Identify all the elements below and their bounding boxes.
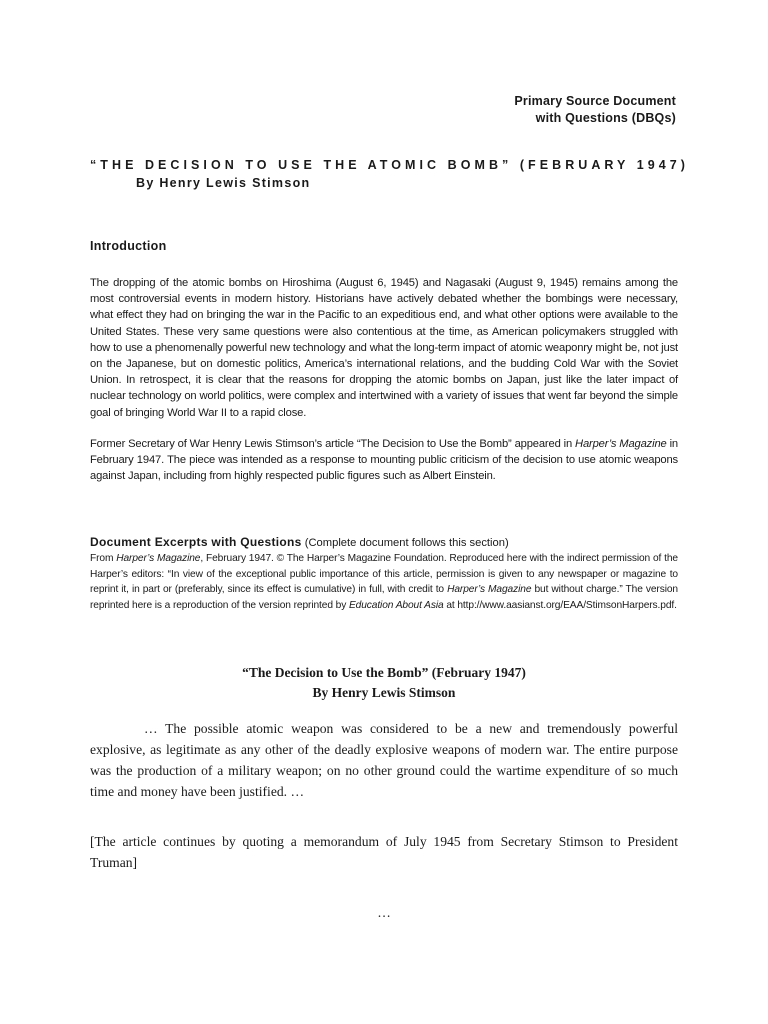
excerpts-heading <box>90 534 678 551</box>
permission-notice <box>90 551 678 613</box>
magazine-title: Harper’s Magazine <box>116 553 201 564</box>
paragraph-text: Former Secretary of War Henry Lewis Stimson’s article “The Decision to Use the Bomb” appeared in <box>90 438 576 450</box>
excerpts-section <box>90 534 678 613</box>
introduction-paragraph-1: The dropping of the atomic bombs on Hiroshima (August 6, 1945) and Nagasaki (August 9, 1945) remains among the most controversial events in modern history. Historians have actively debated whether the bombings were necessary, what effect they had on bringing the war in the Pacific to an expeditious end, and what other options were available to the United States. These very same questions were also contentious at the time, as American policymakers struggled with how to use a phenomenally powerful new technology and what the long-term impact of atomic weaponry might be, not just on the Japanese, but on domestic politics, America’s international relations, and the budding Cold War with the Soviet Union. In retrospect, it is clear that the reasons for dropping the atomic bombs on Japan, just like the later impact of nuclear technology on world politics, were complex and intertwined with a variety of issues that went far beyond the simple goal of bringing World War II to a rapid close. <box>90 277 678 419</box>
permission-text: From <box>90 553 117 564</box>
introduction-paragraph-2 <box>90 436 678 485</box>
magazine-title: Harper’s Magazine <box>575 438 667 450</box>
article-title: “The Decision to Use the Bomb” (February 1947) <box>242 665 526 680</box>
permission-text: but without charge.” The version reprinted here is a reproduction of the version reprinted by <box>90 584 678 611</box>
article-author: By Henry Lewis Stimson <box>312 685 456 700</box>
excerpts-heading-title: Document Excerpts with Questions <box>90 535 302 549</box>
permission-text: , February 1947. © The Harper’s Magazine Foundation. Reproduced here with the indirect permission of the Harper’s editors: “In view of the exceptional public importance of this article, permission is given to any newspaper or magazine to reprint it, in part or (preferably, since its effect is cumulative) in full, with credit to <box>90 553 678 596</box>
document-type-line-2: with Questions (DBQs) <box>535 111 676 125</box>
article-editorial-note: [The article continues by quoting a memorandum of July 1945 from Secretary Stimson to President Truman] <box>90 834 678 870</box>
introduction-heading: Introduction <box>90 239 167 253</box>
article-ellipsis: … <box>377 905 391 920</box>
permission-text: at http://www.aasianst.org/EAA/StimsonHarpers.pdf. <box>443 599 677 611</box>
article-quote-1: … The possible atomic weapon was considered to be a new and tremendously powerful explosive, as legitimate as any other of the deadly explosive weapons of modern war. The entire purpose was the production of a military weapon; on no other ground could the wartime expenditure of so much time and money have been justified. … <box>90 721 678 799</box>
source-title: Education About Asia <box>348 599 444 611</box>
document-title: “THE DECISION TO USE THE ATOMIC BOMB” (FEBRUARY 1947) <box>90 158 689 172</box>
document-type-line-1: Primary Source Document <box>514 94 676 108</box>
document-type-label <box>514 93 676 127</box>
excerpts-heading-note: (Complete document follows this section) <box>301 537 509 549</box>
document-author: By Henry Lewis Stimson <box>136 176 311 190</box>
paragraph-text: in February 1947. The piece was intended as a response to mounting public criticism of the decision to use atomic weapons against Japan, including from highly respected public figures such as Albert Einstein. <box>90 438 678 483</box>
magazine-title: Harper’s Magazine <box>447 584 532 596</box>
